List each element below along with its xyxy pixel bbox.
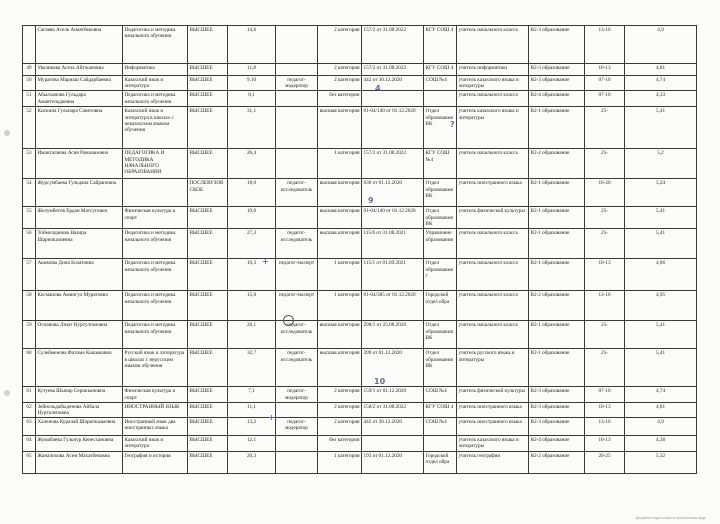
table-row bbox=[23, 451, 697, 473]
cell-qual: педагог-модератор bbox=[276, 387, 318, 402]
cell-qual bbox=[276, 402, 318, 417]
cell-spec: Казахский язык и литература bbox=[123, 76, 188, 91]
cell-order: 442 от 30.12.2020 bbox=[362, 76, 424, 91]
cell-qual: педагог-исследователь bbox=[276, 321, 318, 349]
cell-age: 20-25 bbox=[585, 451, 625, 473]
cell-order: 01-04/140 от 01.12.2020 bbox=[362, 207, 424, 229]
cell-edu: ВЫСШЕЕ bbox=[188, 418, 228, 436]
table-row bbox=[23, 76, 697, 91]
cell-level: В2-3 образование bbox=[529, 402, 585, 417]
cell-name: Халенова Куралай Шарипказыевна bbox=[36, 418, 123, 436]
cell-exp: 32,7 bbox=[228, 349, 276, 387]
cell-order bbox=[362, 91, 424, 107]
cell-pos: учитель начального класса bbox=[457, 91, 529, 107]
cell-level: В2-2 образование bbox=[529, 291, 585, 321]
cell-place: СОШ №4 bbox=[424, 76, 457, 91]
table-row bbox=[23, 26, 697, 64]
cell-cat: 2 категория bbox=[318, 64, 362, 76]
cell-cat: высшая категория bbox=[318, 107, 362, 149]
cell-cat: 1 категория bbox=[318, 259, 362, 291]
cell-pos: учитель физической культуры bbox=[457, 387, 529, 402]
cell-level: В2-1 образование bbox=[529, 107, 585, 149]
cell-order: 159/1 от 01.12.2020 bbox=[362, 387, 424, 402]
cell-qual: педагог-модератор bbox=[276, 76, 318, 91]
cell-exp: 15,0 bbox=[228, 291, 276, 321]
cell-age: 25- bbox=[585, 207, 625, 229]
cell-cat: без категории bbox=[318, 91, 362, 107]
cell-spec: Казахский язык и литература в школах с неказахским языком обучения bbox=[123, 107, 188, 149]
cell-num: 63 bbox=[23, 418, 36, 436]
cell-edu: ВЫСШЕЕ bbox=[188, 26, 228, 64]
cell-place: СОШ №4 bbox=[424, 387, 457, 402]
cell-level: В2-3 образование bbox=[529, 418, 585, 436]
cell-score: 4,33 bbox=[625, 91, 697, 107]
cell-place: КГУ СОШ 4 bbox=[424, 26, 457, 64]
cell-order: 193 от 01.12.2020 bbox=[362, 451, 424, 473]
cell-score: 4,81 bbox=[625, 64, 697, 76]
cell-name: Косманова Амингул Муратовна bbox=[36, 291, 123, 321]
cell-score: 5,24 bbox=[625, 179, 697, 207]
cell-order: 01-04/385 от 01.12.2020 bbox=[362, 291, 424, 321]
table-row bbox=[23, 387, 697, 402]
cell-order bbox=[362, 436, 424, 451]
cell-score: 4,95 bbox=[625, 291, 697, 321]
cell-pos: учитель информатики bbox=[457, 64, 529, 76]
cell-order: 157/2 от 31.08.2022 bbox=[362, 149, 424, 179]
cell-qual: педагог-исследователь bbox=[276, 229, 318, 259]
cell-spec: Педагогика и методика начального обучения bbox=[123, 321, 188, 349]
cell-name: Абылханова Гульдара Амантельдиевна bbox=[36, 91, 123, 107]
table-row bbox=[23, 149, 697, 179]
cell-edu: ВЫСШЕЕ bbox=[188, 64, 228, 76]
cell-num: 59 bbox=[23, 321, 36, 349]
cell-num: 62 bbox=[23, 402, 36, 417]
cell-score: 4,38 bbox=[625, 436, 697, 451]
cell-name: Уваликова Асель Айтжановна bbox=[36, 64, 123, 76]
cell-pos: учитель начального класса bbox=[457, 149, 529, 179]
cell-edu: ВЫСШЕЕ bbox=[188, 259, 228, 291]
cell-edu: ВЫСШЕЕ bbox=[188, 207, 228, 229]
cell-score: 5,41 bbox=[625, 349, 697, 387]
cell-name: Акимова Дина Болатовна bbox=[36, 259, 123, 291]
cell-age: 13-16 bbox=[585, 418, 625, 436]
cell-age: 25- bbox=[585, 149, 625, 179]
cell-qual bbox=[276, 207, 318, 229]
cell-score: 4,9 bbox=[625, 418, 697, 436]
cell-cat: высшая категория bbox=[318, 349, 362, 387]
cell-spec: Казахский язык и литература bbox=[123, 436, 188, 451]
cell-level: В2-1 образование bbox=[529, 229, 585, 259]
cell-exp: 11,8 bbox=[228, 64, 276, 76]
footer-note: Документ подготовлен в электронном виде bbox=[635, 516, 706, 520]
cell-edu: ВЫСШЕЕ bbox=[188, 436, 228, 451]
cell-order: 298/1 от 25.08.2020 bbox=[362, 321, 424, 349]
cell-score: 5,41 bbox=[625, 321, 697, 349]
cell-level: В2-4 образование bbox=[529, 91, 585, 107]
cell-num: 52 bbox=[23, 107, 36, 149]
cell-edu: ВЫСШЕЕ bbox=[188, 291, 228, 321]
cell-order: 399 от 01.12.2020 bbox=[362, 349, 424, 387]
cell-edu: ВЫСШЕЕ bbox=[188, 349, 228, 387]
cell-exp: 19,0 bbox=[228, 207, 276, 229]
cell-num: 53 bbox=[23, 149, 36, 179]
cell-spec: Русский язык и литература в школах с нерусским языком обучения bbox=[123, 349, 188, 387]
cell-cat: 1 категория bbox=[318, 149, 362, 179]
cell-level: В2-4 образование bbox=[529, 436, 585, 451]
cell-place: Отдел образования ВК bbox=[424, 107, 457, 149]
cell-pos: учитель иностранного языка bbox=[457, 179, 529, 207]
cell-level: В2-3 образование bbox=[529, 387, 585, 402]
cell-order: 115/6 от 31.08.2021 bbox=[362, 229, 424, 259]
cell-edu: ВЫСШЕЕ bbox=[188, 91, 228, 107]
cell-pos: учитель начального класса bbox=[457, 321, 529, 349]
cell-exp: 10,3 bbox=[228, 259, 276, 291]
cell-level: В2-1 образование bbox=[529, 321, 585, 349]
cell-exp: 28,1 bbox=[228, 321, 276, 349]
cell-order: 158/2 от 31.08.2022 bbox=[362, 402, 424, 417]
cell-qual bbox=[276, 64, 318, 76]
cell-pos: учитель иностранного языка bbox=[457, 402, 529, 417]
cell-exp: 11,1 bbox=[228, 402, 276, 417]
cell-num: 65 bbox=[23, 451, 36, 473]
cell-cat: 2 категория bbox=[318, 418, 362, 436]
cell-place: СОШ №4 bbox=[424, 418, 457, 436]
handwritten-mark: 9 bbox=[368, 196, 374, 205]
cell-order: 442 от 30.12.2020 bbox=[362, 418, 424, 436]
cell-exp: 20,3 bbox=[228, 451, 276, 473]
cell-score: 5,41 bbox=[625, 107, 697, 149]
cell-spec: Физическая культура и спорт bbox=[123, 207, 188, 229]
cell-name: Сулейменова Фатима Кашыковна bbox=[36, 349, 123, 387]
cell-spec: Педагогика и методика начального обучения bbox=[123, 291, 188, 321]
cell-age: 25- bbox=[585, 229, 625, 259]
cell-score: 4,74 bbox=[625, 387, 697, 402]
cell-name: Жолумбетов Ердан Матсугович bbox=[36, 207, 123, 229]
cell-spec: Педагогика и методика начального обучения bbox=[123, 91, 188, 107]
staff-table bbox=[22, 25, 697, 474]
table-row bbox=[23, 179, 697, 207]
cell-exp: 26,4 bbox=[228, 149, 276, 179]
cell-num bbox=[23, 26, 36, 64]
cell-qual bbox=[276, 436, 318, 451]
cell-edu: ВЫСШЕЕ bbox=[188, 76, 228, 91]
table-row bbox=[23, 91, 697, 107]
cell-num: 58 bbox=[23, 291, 36, 321]
cell-order: 01-04/140 от 01.12.2020 bbox=[362, 107, 424, 149]
cell-exp: 31,1 bbox=[228, 107, 276, 149]
cell-qual: педагог-исследователь bbox=[276, 179, 318, 207]
cell-level: В2-2 образование bbox=[529, 149, 585, 179]
cell-age: 10-13 bbox=[585, 436, 625, 451]
cell-age: 07-10 bbox=[585, 387, 625, 402]
cell-pos: учитель иностранного языка bbox=[457, 418, 529, 436]
cell-age: 16-20 bbox=[585, 179, 625, 207]
cell-place: КГУ СОШ №4 bbox=[424, 149, 457, 179]
cell-pos: учитель начального класса bbox=[457, 26, 529, 64]
cell-exp: 7,1 bbox=[228, 387, 276, 402]
cell-score: 4,86 bbox=[625, 259, 697, 291]
cell-spec: География и история bbox=[123, 451, 188, 473]
cell-pos: учитель казахского языка и литературы bbox=[457, 107, 529, 149]
table-row bbox=[23, 229, 697, 259]
cell-score: 5,2 bbox=[625, 149, 697, 179]
handwritten-mark: ? bbox=[450, 120, 455, 129]
table-row bbox=[23, 207, 697, 229]
cell-qual: педагог-исследователь bbox=[276, 349, 318, 387]
cell-edu: ВЫСШЕЕ bbox=[188, 402, 228, 417]
cell-age: 10-13 bbox=[585, 259, 625, 291]
cell-age: 07-10 bbox=[585, 76, 625, 91]
cell-exp: 14,6 bbox=[228, 26, 276, 64]
cell-num: 54 bbox=[23, 179, 36, 207]
cell-exp: 13,2 bbox=[228, 418, 276, 436]
cell-cat: 2 категория bbox=[318, 76, 362, 91]
cell-qual bbox=[276, 149, 318, 179]
cell-place: Отдел образования г bbox=[424, 259, 457, 291]
cell-cat: 1 категория bbox=[318, 451, 362, 473]
cell-spec: Педагогика и методика начального обучения bbox=[123, 229, 188, 259]
cell-pos: учитель начального класса bbox=[457, 229, 529, 259]
cell-age: 25- bbox=[585, 349, 625, 387]
cell-score: 4,9 bbox=[625, 26, 697, 64]
cell-name: Кутуева Шынар Сериккановна bbox=[36, 387, 123, 402]
table-row bbox=[23, 418, 697, 436]
cell-pos: учитель географии bbox=[457, 451, 529, 473]
cell-cat: 2 категория bbox=[318, 402, 362, 417]
cell-age: 13-16 bbox=[585, 26, 625, 64]
cell-num: 50 bbox=[23, 76, 36, 91]
cell-name: Муратова Мариаш Сайдарбаевна bbox=[36, 76, 123, 91]
handwritten-mark: 4 bbox=[375, 84, 381, 93]
punch-hole bbox=[4, 130, 10, 136]
cell-level: В2-1 образование bbox=[529, 207, 585, 229]
cell-qual bbox=[276, 107, 318, 149]
cell-exp: 18,0 bbox=[228, 179, 276, 207]
handwritten-mark: + bbox=[262, 257, 269, 266]
cell-name: Жумабаева Гульнур Кенесхановна bbox=[36, 436, 123, 451]
table-row bbox=[23, 436, 697, 451]
cell-level: В2-2 образование bbox=[529, 451, 585, 473]
cell-cat: 2 категория bbox=[318, 387, 362, 402]
cell-cat: без категории bbox=[318, 436, 362, 451]
cell-age: 13-16 bbox=[585, 291, 625, 321]
cell-place: КГУ СОШ 4 bbox=[424, 64, 457, 76]
cell-score: 5,41 bbox=[625, 229, 697, 259]
cell-num: 57 bbox=[23, 259, 36, 291]
cell-place: Отдел образования ВК bbox=[424, 349, 457, 387]
cell-place: КГУ СОШ 4 bbox=[424, 402, 457, 417]
punch-hole bbox=[4, 390, 10, 396]
cell-level: В2-3 образование bbox=[529, 26, 585, 64]
cell-spec: Иностранный язык два иностранных языка bbox=[123, 418, 188, 436]
cell-place: Управление образования bbox=[424, 229, 457, 259]
cell-level: В2-3 образование bbox=[529, 76, 585, 91]
cell-place: Городской отдел обра bbox=[424, 291, 457, 321]
cell-pos: учитель физической культуры bbox=[457, 207, 529, 229]
cell-name: Имангалиева Асия Рамазановна bbox=[36, 149, 123, 179]
table-row bbox=[23, 349, 697, 387]
cell-exp: 12,1 bbox=[228, 436, 276, 451]
cell-score: 5,32 bbox=[625, 451, 697, 473]
cell-name: Жаналихова Асем Махатбековна bbox=[36, 451, 123, 473]
table-row bbox=[23, 64, 697, 76]
cell-level: В2-3 образование bbox=[529, 64, 585, 76]
cell-score: 4,74 bbox=[625, 76, 697, 91]
cell-edu: ВЫСШЕЕ bbox=[188, 387, 228, 402]
table-row bbox=[23, 107, 697, 149]
cell-level: В2-1 образование bbox=[529, 349, 585, 387]
cell-qual bbox=[276, 91, 318, 107]
cell-edu: ВЫСШЕЕ bbox=[188, 229, 228, 259]
cell-edu: ВЫСШЕЕ bbox=[188, 451, 228, 473]
cell-exp: 9,10 bbox=[228, 76, 276, 91]
cell-place: Городской отдел обра bbox=[424, 451, 457, 473]
cell-place bbox=[424, 436, 457, 451]
cell-pos: учитель начального класса bbox=[457, 259, 529, 291]
cell-name: Журсумбаева Гульдана Сайраповна bbox=[36, 179, 123, 207]
cell-name: Зейнольдабыденова Айбала Нуртолеповна bbox=[36, 402, 123, 417]
cell-order: 157/2 от 31.08.2022 bbox=[362, 64, 424, 76]
cell-num: 64 bbox=[23, 436, 36, 451]
cell-pos: учитель начального класса bbox=[457, 291, 529, 321]
cell-spec: Физическая культура и спорт bbox=[123, 387, 188, 402]
cell-edu: ВЫСШЕЕ bbox=[188, 321, 228, 349]
cell-age: 25- bbox=[585, 321, 625, 349]
table-row bbox=[23, 259, 697, 291]
cell-name: Тоймолданова Назира Шарипказиевна bbox=[36, 229, 123, 259]
cell-spec bbox=[123, 179, 188, 207]
cell-cat: высшая категория bbox=[318, 179, 362, 207]
table-row bbox=[23, 402, 697, 417]
cell-age: 10-13 bbox=[585, 402, 625, 417]
cell-place: Отдел образования ВК bbox=[424, 179, 457, 207]
cell-place bbox=[424, 91, 457, 107]
cell-cat: 2 категория bbox=[318, 26, 362, 64]
cell-cat: высшая категория bbox=[318, 321, 362, 349]
cell-spec: Информатика bbox=[123, 64, 188, 76]
cell-age: 25- bbox=[585, 107, 625, 149]
cell-pos: учитель казахского языка и литературы bbox=[457, 76, 529, 91]
cell-qual: педагог-эксперт bbox=[276, 259, 318, 291]
cell-exp: 27,3 bbox=[228, 229, 276, 259]
cell-order: 115/1 от 01.09.2021 bbox=[362, 259, 424, 291]
cell-pos: учитель казахского языка и литературы bbox=[457, 436, 529, 451]
cell-spec: Педагогика и методика начального обучения bbox=[123, 26, 188, 64]
cell-place: Отдел образования ВК bbox=[424, 321, 457, 349]
cell-age: 10-13 bbox=[585, 64, 625, 76]
cell-score: 4,81 bbox=[625, 402, 697, 417]
cell-pos: учитель русского языка и литературы bbox=[457, 349, 529, 387]
cell-spec: ИНОСТРАННЫЙ ЯЗЫК bbox=[123, 402, 188, 417]
cell-num: 56 bbox=[23, 229, 36, 259]
cell-name: Кискина Гульнара Советовна bbox=[36, 107, 123, 149]
cell-level: В2-1 образование bbox=[529, 179, 585, 207]
cell-cat: высшая категория bbox=[318, 229, 362, 259]
cell-spec: Педагогика и методика начального обучения bbox=[123, 259, 188, 291]
cell-num: 49 bbox=[23, 64, 36, 76]
handwritten-circle bbox=[283, 315, 294, 326]
cell-edu: ПОСЛЕВУЗОВСКОЕ bbox=[188, 179, 228, 207]
cell-place: Отдел образования ВК bbox=[424, 207, 457, 229]
cell-level: В2-1 образование bbox=[529, 259, 585, 291]
cell-edu: ВЫСШЕЕ bbox=[188, 149, 228, 179]
cell-spec: ПЕДАГОГИКА И МЕТОДИКА НАЧАЛЬНОГО ОБРАЗОВАНИЯ bbox=[123, 149, 188, 179]
cell-qual bbox=[276, 26, 318, 64]
cell-name: Оспанова Лязат Нурсултановна bbox=[36, 321, 123, 349]
cell-name: Сагаева Асель Анаятбековна bbox=[36, 26, 123, 64]
cell-order: 636 от 01.12.2020 bbox=[362, 179, 424, 207]
cell-cat: 1 категория bbox=[318, 291, 362, 321]
cell-order: 157/2 от 31.08.2022 bbox=[362, 26, 424, 64]
cell-num: 60 bbox=[23, 349, 36, 387]
table-row bbox=[23, 321, 697, 349]
cell-num: 61 bbox=[23, 387, 36, 402]
cell-num: 55 bbox=[23, 207, 36, 229]
cell-num: 51 bbox=[23, 91, 36, 107]
cell-edu: ВЫСШЕЕ bbox=[188, 107, 228, 149]
cell-qual bbox=[276, 451, 318, 473]
cell-score: 5,41 bbox=[625, 207, 697, 229]
cell-qual: педагог-эксперт bbox=[276, 291, 318, 321]
cell-qual: педагог-модератор bbox=[276, 418, 318, 436]
handwritten-mark: + bbox=[268, 413, 275, 422]
cell-cat: высшая категория bbox=[318, 207, 362, 229]
cell-age: 07-10 bbox=[585, 91, 625, 107]
table-row bbox=[23, 291, 697, 321]
handwritten-mark: 10 bbox=[374, 377, 386, 386]
cell-exp: 8,1 bbox=[228, 91, 276, 107]
